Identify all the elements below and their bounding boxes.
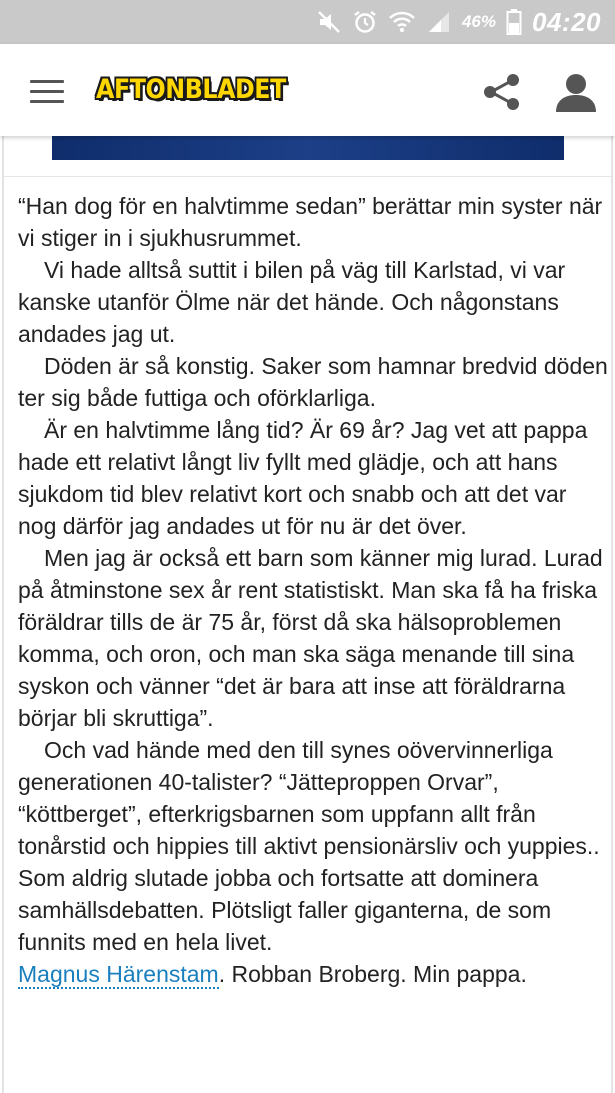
article-paragraph: Döden är så konstig. Saker som hamnar bredvid döden ter sig både futtiga och oförklarliga. [18,353,608,411]
menu-icon[interactable] [30,80,64,104]
signal-icon [426,9,452,35]
article-paragraph: Men jag är också ett barn som känner mig lurad. Lurad på åtminstone sex år rent statistiskt. Man ska få ha friska föräldrar tills de är 75 år, först då ska hälsoproblemen komma, och oron, och man ska säga menande till sina syskon och vänner “det är bara att inse att föräldrarna börjar bli skruttiga”. [18,545,603,731]
battery-icon [506,8,522,36]
article-body [18,190,608,990]
article-paragraph: “Han dog för en halvtimme sedan” berättar min syster när vi stiger in i sjukhusrummet. [18,193,603,251]
clock: 04:20 [532,6,601,37]
alarm-icon [352,9,378,35]
share-icon[interactable] [480,70,524,119]
battery-percent: 46% [461,12,496,31]
article-paragraph: Är en halvtimme lång tid? Är 69 år? Jag vet att pappa hade ett relativt långt liv fyllt med glädje, och att hans sjukdom tid blev relativt kort och snabb och att det var nog därför jag andades ut för nu är det över. [18,417,588,539]
mute-icon [316,9,342,35]
aftonbladet-logo[interactable]: AFTONBLADET [96,74,286,105]
last-line-text: . Robban Broberg. Min pappa. [218,961,527,987]
wifi-icon [388,9,416,35]
divider [4,176,611,177]
app-bar [0,44,615,136]
status-icons [316,0,601,44]
frame-line-left [2,136,4,1093]
frame-line-right [611,136,613,1093]
status-bar [0,0,615,44]
magnus-harenstam-link[interactable]: Magnus Härenstam [18,961,219,987]
user-icon[interactable] [554,70,598,119]
article-paragraph: Vi hade alltså suttit i bilen på väg till Karlstad, vi var kanske utanför Ölme när det hände. Och någonstans andades jag ut. [18,257,566,347]
article-paragraph: Och vad hände med den till synes oövervinnerliga generationen 40-talister? “Jätteproppen Orvar”, “köttberget”, efterkrigsbarnen som uppfann allt från tonårstid och hippies till aktivt pensionärsliv och yuppies.. Som aldrig slutade jobba och fortsatte att dominera samhällsdebatten. Plötsligt faller giganterna, de som funnits med en hela livet. [18,737,600,955]
hero-image-strip [52,136,564,160]
article-paragraph-last-line [18,958,608,990]
